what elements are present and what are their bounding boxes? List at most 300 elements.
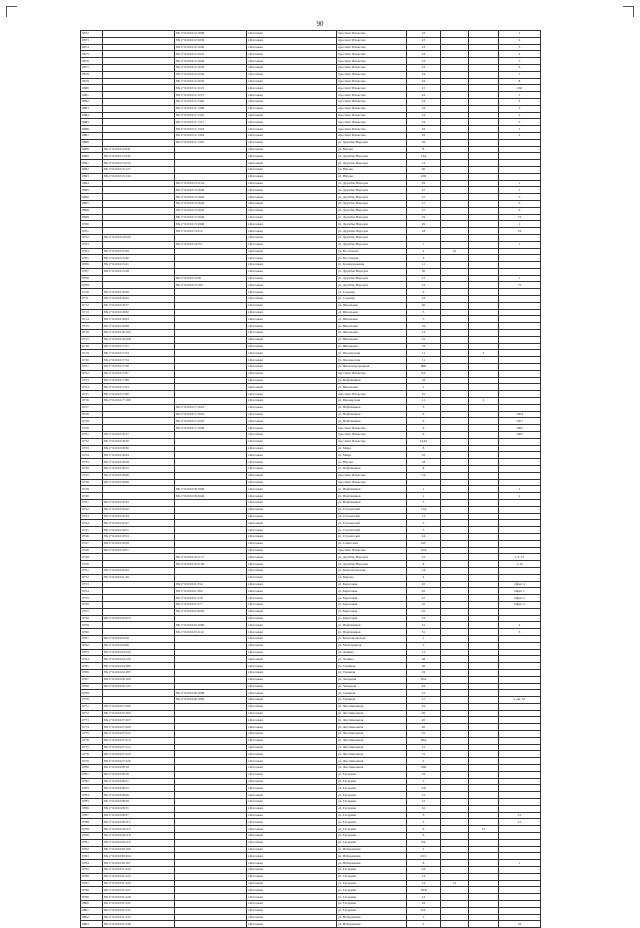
table-row: [81, 187, 541, 194]
floor-cell: [469, 370, 499, 377]
premises-cadastral-number-cell: [175, 391, 247, 398]
table-row: [81, 425, 541, 432]
row-number-cell: 9784: [81, 792, 103, 799]
premises-cadastral-number-cell: 86:17:0101011:1304: [175, 98, 247, 105]
table-row: [81, 377, 541, 384]
apartment-cell: [441, 608, 469, 615]
apartment-cell: [441, 438, 469, 445]
apartment-cell: [441, 629, 469, 636]
building-cadastral-number-cell: 86:17:0101018:55: [103, 466, 175, 473]
floor-cell: [469, 391, 499, 398]
premises-cadastral-number-cell: [175, 533, 247, 540]
premises-cadastral-number-cell: 86:17:0101018:1006: [175, 486, 247, 493]
premises-cadastral-number-cell: [175, 656, 247, 663]
city-cell: г.Когалым: [247, 690, 337, 697]
premises-cadastral-number-cell: 86:17:0101019:1117: [175, 554, 247, 561]
floor-cell: [469, 418, 499, 425]
floor-cell: [469, 262, 499, 269]
premises-number-cell: [499, 336, 541, 343]
premises-number-cell: [499, 160, 541, 167]
house-number-cell: 3А: [407, 533, 441, 540]
table-row: [81, 710, 541, 717]
premises-cadastral-number-cell: [175, 901, 247, 908]
city-cell: г.Когалым: [247, 826, 337, 833]
house-number-cell: 2: [407, 758, 441, 765]
premises-number-cell: [499, 357, 541, 364]
city-cell: г.Когалым: [247, 663, 337, 670]
house-number-cell: 15: [407, 554, 441, 561]
premises-number-cell: [499, 731, 541, 738]
table-row: [81, 506, 541, 513]
apartment-cell: [441, 907, 469, 914]
city-cell: г.Когалым: [247, 527, 337, 534]
floor-cell: [469, 459, 499, 466]
premises-number-cell: [499, 744, 541, 751]
row-number-cell: 9781: [81, 771, 103, 778]
floor-cell: [469, 649, 499, 656]
apartment-cell: [441, 540, 469, 547]
premises-cadastral-number-cell: [175, 785, 247, 792]
city-cell: г.Когалым: [247, 418, 337, 425]
street-cell: проспект Ильясова: [337, 126, 407, 133]
apartment-cell: [441, 737, 469, 744]
apartment-cell: [441, 214, 469, 221]
city-cell: г.Когалым: [247, 574, 337, 581]
street-cell: ул. Комсомольская: [337, 635, 407, 642]
city-cell: г.Когалым: [247, 336, 337, 343]
street-cell: ул. Нефтяников: [337, 622, 407, 629]
table-row: [81, 629, 541, 636]
premises-cadastral-number-cell: [175, 472, 247, 479]
floor-cell: [469, 561, 499, 568]
street-cell: ул. Набережная: [337, 846, 407, 853]
floor-cell: [469, 744, 499, 751]
building-cadastral-number-cell: 86:17:0101031:233: [103, 907, 175, 914]
house-number-cell: 13А: [407, 153, 441, 160]
floor-cell: [469, 384, 499, 391]
floor-cell: [469, 268, 499, 275]
premises-number-cell: [499, 615, 541, 622]
apartment-cell: [441, 574, 469, 581]
premises-number-cell: [499, 438, 541, 445]
premises-cadastral-number-cell: [175, 758, 247, 765]
floor-cell: [469, 296, 499, 303]
apartment-cell: [441, 826, 469, 833]
building-cadastral-number-cell: [103, 44, 175, 51]
city-cell: г.Когалым: [247, 330, 337, 337]
house-number-cell: 14: [407, 873, 441, 880]
table-row: [81, 146, 541, 153]
row-number-cell: 9719: [81, 350, 103, 357]
table-row: [81, 833, 541, 840]
apartment-cell: 14: [441, 880, 469, 887]
row-number-cell: 9730: [81, 425, 103, 432]
row-number-cell: 9708: [81, 275, 103, 282]
street-cell: ул. Гагарина: [337, 799, 407, 806]
premises-cadastral-number-cell: [175, 751, 247, 758]
building-cadastral-number-cell: [103, 486, 175, 493]
row-number-cell: 9689: [81, 146, 103, 153]
table-row: [81, 839, 541, 846]
street-cell: ул. Гагарина: [337, 873, 407, 880]
apartment-cell: [441, 867, 469, 874]
apartment-cell: [441, 506, 469, 513]
row-number-cell: 9779: [81, 758, 103, 765]
premises-number-cell: 16: [499, 921, 541, 928]
house-number-cell: 23: [407, 615, 441, 622]
row-number-cell: 9701: [81, 228, 103, 235]
building-cadastral-number-cell: 86:17:0101018:60: [103, 472, 175, 479]
house-number-cell: 31: [407, 622, 441, 629]
building-cadastral-number-cell: 86:17:0101019:33: [103, 499, 175, 506]
premises-cadastral-number-cell: 86:17:0101014:357: [175, 241, 247, 248]
floor-cell: [469, 51, 499, 58]
street-cell: ул. Строителей: [337, 527, 407, 534]
apartment-cell: [441, 391, 469, 398]
house-number-cell: 12: [407, 894, 441, 901]
premises-number-cell: 4: [499, 98, 541, 105]
premises-number-cell: [499, 642, 541, 649]
city-cell: г.Когалым: [247, 792, 337, 799]
house-number-cell: 20: [407, 717, 441, 724]
street-cell: ул. Дружбы Народов: [337, 221, 407, 228]
floor-cell: [469, 493, 499, 500]
city-cell: г.Когалым: [247, 119, 337, 126]
apartment-cell: [441, 513, 469, 520]
table-row: [81, 785, 541, 792]
premises-number-cell: [499, 527, 541, 534]
row-number-cell: 9674: [81, 44, 103, 51]
premises-number-cell: 72: [499, 214, 541, 221]
property-register-table: [80, 30, 541, 928]
building-cadastral-number-cell: 86:17:0101016:108: [103, 336, 175, 343]
street-cell: ул. Нефтяников: [337, 493, 407, 500]
street-cell: ул. Ленина: [337, 656, 407, 663]
city-cell: г.Когалым: [247, 58, 337, 65]
city-cell: г.Когалым: [247, 554, 337, 561]
premises-cadastral-number-cell: [175, 826, 247, 833]
building-cadastral-number-cell: 86:17:0101024:66: [103, 642, 175, 649]
city-cell: г.Когалым: [247, 234, 337, 241]
street-cell: ул. Кирова: [337, 574, 407, 581]
premises-number-cell: 2: [499, 112, 541, 119]
street-cell: ул. Дружбы Народов: [337, 214, 407, 221]
table-row: [81, 343, 541, 350]
row-number-cell: 9766: [81, 669, 103, 676]
floor-cell: [469, 540, 499, 547]
house-number-cell: 3: [407, 812, 441, 819]
premises-number-cell: 15: [499, 812, 541, 819]
apartment-cell: [441, 710, 469, 717]
apartment-cell: [441, 853, 469, 860]
premises-number-cell: 1: [499, 486, 541, 493]
city-cell: г.Когалым: [247, 411, 337, 418]
floor-cell: [469, 833, 499, 840]
street-cell: проспект Ильясова: [337, 432, 407, 439]
row-number-cell: 9800: [81, 901, 103, 908]
apartment-cell: [441, 398, 469, 405]
building-cadastral-number-cell: 86:17:0101019:42: [103, 506, 175, 513]
apartment-cell: [441, 139, 469, 146]
floor-cell: [469, 248, 499, 255]
house-number-cell: 40: [407, 302, 441, 309]
building-cadastral-number-cell: 86:17:0101026:125: [103, 683, 175, 690]
building-cadastral-number-cell: 86:17:0101030:164: [103, 853, 175, 860]
floor-cell: [469, 758, 499, 765]
premises-number-cell: [499, 377, 541, 384]
premises-number-cell: 2: [499, 37, 541, 44]
city-cell: г.Когалым: [247, 799, 337, 806]
city-cell: г.Когалым: [247, 370, 337, 377]
floor-cell: [469, 860, 499, 867]
premises-cadastral-number-cell: [175, 676, 247, 683]
table-row: [81, 826, 541, 833]
premises-cadastral-number-cell: [175, 309, 247, 316]
row-number-cell: 9703: [81, 241, 103, 248]
row-number-cell: 9680: [81, 85, 103, 92]
premises-number-cell: [499, 649, 541, 656]
house-number-cell: 8: [407, 146, 441, 153]
premises-cadastral-number-cell: 86:17:0101026:1008: [175, 690, 247, 697]
city-cell: г.Когалым: [247, 615, 337, 622]
house-number-cell: 14: [407, 330, 441, 337]
table-row: [81, 459, 541, 466]
table-row: [81, 880, 541, 887]
street-cell: проспект Ильясова: [337, 479, 407, 486]
street-cell: проспект Ильясова: [337, 391, 407, 398]
house-number-cell: 11А: [407, 506, 441, 513]
building-cadastral-number-cell: 86:17:0101024:59: [103, 635, 175, 642]
house-number-cell: 21: [407, 690, 441, 697]
street-cell: ул. Пионерская: [337, 357, 407, 364]
building-cadastral-number-cell: [103, 601, 175, 608]
premises-number-cell: [499, 262, 541, 269]
house-number-cell: 45: [407, 588, 441, 595]
table-row: [81, 812, 541, 819]
table-row: [81, 608, 541, 615]
street-cell: ул. Фестивальная: [337, 751, 407, 758]
building-cadastral-number-cell: 86:17:0101017:51: [103, 343, 175, 350]
premises-number-cell: [499, 520, 541, 527]
building-cadastral-number-cell: 86:17:0101019:58: [103, 540, 175, 547]
floor-cell: [469, 554, 499, 561]
apartment-cell: [441, 425, 469, 432]
table-row: [81, 98, 541, 105]
city-cell: г.Когалым: [247, 78, 337, 85]
city-cell: г.Когалым: [247, 629, 337, 636]
premises-cadastral-number-cell: 86:17:0101021:376: [175, 595, 247, 602]
row-number-cell: 9760: [81, 629, 103, 636]
house-number-cell: 16: [407, 126, 441, 133]
street-cell: ул. Гагарина: [337, 894, 407, 901]
city-cell: г.Когалым: [247, 207, 337, 214]
house-number-cell: 11: [407, 262, 441, 269]
city-cell: г.Когалым: [247, 513, 337, 520]
apartment-cell: [441, 595, 469, 602]
house-number-cell: 14А2: [407, 438, 441, 445]
city-cell: г.Когалым: [247, 805, 337, 812]
city-cell: г.Когалым: [247, 710, 337, 717]
house-number-cell: 4А: [407, 683, 441, 690]
premises-cadastral-number-cell: [175, 635, 247, 642]
city-cell: г.Когалым: [247, 601, 337, 608]
table-row: [81, 119, 541, 126]
premises-cadastral-number-cell: 86:17:0101013:1644: [175, 200, 247, 207]
table-row: [81, 894, 541, 901]
row-number-cell: 9710: [81, 289, 103, 296]
row-number-cell: 9780: [81, 765, 103, 772]
row-number-cell: 9775: [81, 731, 103, 738]
premises-cadastral-number-cell: [175, 357, 247, 364]
street-cell: ул. Школьная: [337, 323, 407, 330]
building-cadastral-number-cell: [103, 588, 175, 595]
house-number-cell: 12: [407, 649, 441, 656]
house-number-cell: 16: [407, 132, 441, 139]
row-number-cell: 9677: [81, 64, 103, 71]
table-row: [81, 166, 541, 173]
street-cell: ул. Гагарина: [337, 792, 407, 799]
floor-cell: [469, 533, 499, 540]
premises-number-cell: [499, 907, 541, 914]
city-cell: г.Когалым: [247, 499, 337, 506]
building-cadastral-number-cell: [103, 132, 175, 139]
building-cadastral-number-cell: 86:17:0101017:87: [103, 370, 175, 377]
house-number-cell: 4: [407, 255, 441, 262]
apartment-cell: [441, 316, 469, 323]
table-row: [81, 907, 541, 914]
floor-cell: [469, 873, 499, 880]
premises-cadastral-number-cell: [175, 880, 247, 887]
premises-cadastral-number-cell: 86:17:0101011:1323: [175, 126, 247, 133]
premises-cadastral-number-cell: [175, 669, 247, 676]
premises-number-cell: 1: [499, 275, 541, 282]
table-row: [81, 574, 541, 581]
city-cell: г.Когалым: [247, 248, 337, 255]
table-row: [81, 867, 541, 874]
premises-number-cell: [499, 737, 541, 744]
floor-cell: [469, 44, 499, 51]
premises-cadastral-number-cell: [175, 234, 247, 241]
floor-cell: [469, 894, 499, 901]
house-number-cell: 48: [407, 656, 441, 663]
premises-number-cell: 3: [499, 119, 541, 126]
apartment-cell: [441, 51, 469, 58]
row-number-cell: 9791: [81, 839, 103, 846]
apartment-cell: [441, 472, 469, 479]
premises-cadastral-number-cell: 86:17:0101013:1640: [175, 187, 247, 194]
apartment-cell: [441, 132, 469, 139]
house-number-cell: 6: [407, 411, 441, 418]
row-number-cell: 9756: [81, 601, 103, 608]
table-row: [81, 601, 541, 608]
premises-number-cell: Офис 3: [499, 595, 541, 602]
table-row: [81, 513, 541, 520]
apartment-cell: [441, 241, 469, 248]
premises-number-cell: 3: [499, 44, 541, 51]
house-number-cell: 11: [407, 350, 441, 357]
premises-cadastral-number-cell: [175, 567, 247, 574]
building-cadastral-number-cell: 86:17:0101027:200: [103, 703, 175, 710]
street-cell: ул. Гагарина: [337, 785, 407, 792]
floor-cell: [469, 105, 499, 112]
row-number-cell: 9722: [81, 370, 103, 377]
building-cadastral-number-cell: [103, 418, 175, 425]
building-cadastral-number-cell: 86:17:0101027:213: [103, 737, 175, 744]
building-cadastral-number-cell: 86:17:0101028:29: [103, 799, 175, 806]
premises-number-cell: 1: [499, 180, 541, 187]
table-row: [81, 493, 541, 500]
street-cell: проспект Ильясова: [337, 112, 407, 119]
building-cadastral-number-cell: 86:17:0101013:130: [103, 173, 175, 180]
row-number-cell: 9718: [81, 343, 103, 350]
table-row: [81, 316, 541, 323]
premises-number-cell: [499, 683, 541, 690]
premises-number-cell: 2: [499, 132, 541, 139]
street-cell: ул. Юрова: [337, 146, 407, 153]
street-cell: ул. Дружбы Народов: [337, 200, 407, 207]
premises-number-cell: [499, 785, 541, 792]
city-cell: г.Когалым: [247, 724, 337, 731]
building-cadastral-number-cell: 86:17:0101028:26: [103, 792, 175, 799]
building-cadastral-number-cell: 86:17:0101031:231: [103, 901, 175, 908]
building-cadastral-number-cell: 86:17:0101019:44: [103, 513, 175, 520]
premises-number-cell: [499, 846, 541, 853]
city-cell: г.Когалым: [247, 160, 337, 167]
apartment-cell: [441, 302, 469, 309]
premises-cadastral-number-cell: [175, 302, 247, 309]
premises-number-cell: [499, 533, 541, 540]
row-number-cell: 9749: [81, 554, 103, 561]
table-row: [81, 364, 541, 371]
premises-cadastral-number-cell: [175, 873, 247, 880]
apartment-cell: [441, 58, 469, 65]
apartment-cell: [441, 724, 469, 731]
table-row: [81, 860, 541, 867]
building-cadastral-number-cell: [103, 411, 175, 418]
table-row: [81, 778, 541, 785]
premises-cadastral-number-cell: [175, 248, 247, 255]
city-cell: г.Когалым: [247, 472, 337, 479]
street-cell: ул. Школьная: [337, 343, 407, 350]
street-cell: ул. Гагарина: [337, 833, 407, 840]
apartment-cell: [441, 364, 469, 371]
premises-cadastral-number-cell: 86:17:0101011:1123: [175, 85, 247, 92]
city-cell: г.Когалым: [247, 873, 337, 880]
row-number-cell: 9771: [81, 703, 103, 710]
row-number-cell: 9725: [81, 391, 103, 398]
apartment-cell: [441, 887, 469, 894]
floor-cell: [469, 751, 499, 758]
premises-cadastral-number-cell: 86:17:0101022:4002: [175, 608, 247, 615]
building-cadastral-number-cell: 86:17:0101019:47: [103, 520, 175, 527]
row-number-cell: 9712: [81, 302, 103, 309]
building-cadastral-number-cell: 86:17:0101016:99: [103, 323, 175, 330]
street-cell: проспект Ильясова: [337, 78, 407, 85]
street-cell: ул. Гагарина: [337, 805, 407, 812]
house-number-cell: 10: [407, 391, 441, 398]
premises-cadastral-number-cell: 86:17:0101013:1645: [175, 207, 247, 214]
city-cell: г.Когалым: [247, 221, 337, 228]
apartment-cell: [441, 357, 469, 364]
row-number-cell: 9735: [81, 459, 103, 466]
premises-cadastral-number-cell: 86:17:0101012:1045: [175, 78, 247, 85]
row-number-cell: 9679: [81, 78, 103, 85]
city-cell: г.Когалым: [247, 384, 337, 391]
premises-cadastral-number-cell: [175, 296, 247, 303]
building-cadastral-number-cell: 86:17:0101016:62: [103, 296, 175, 303]
row-number-cell: 9711: [81, 296, 103, 303]
house-number-cell: 24: [407, 78, 441, 85]
